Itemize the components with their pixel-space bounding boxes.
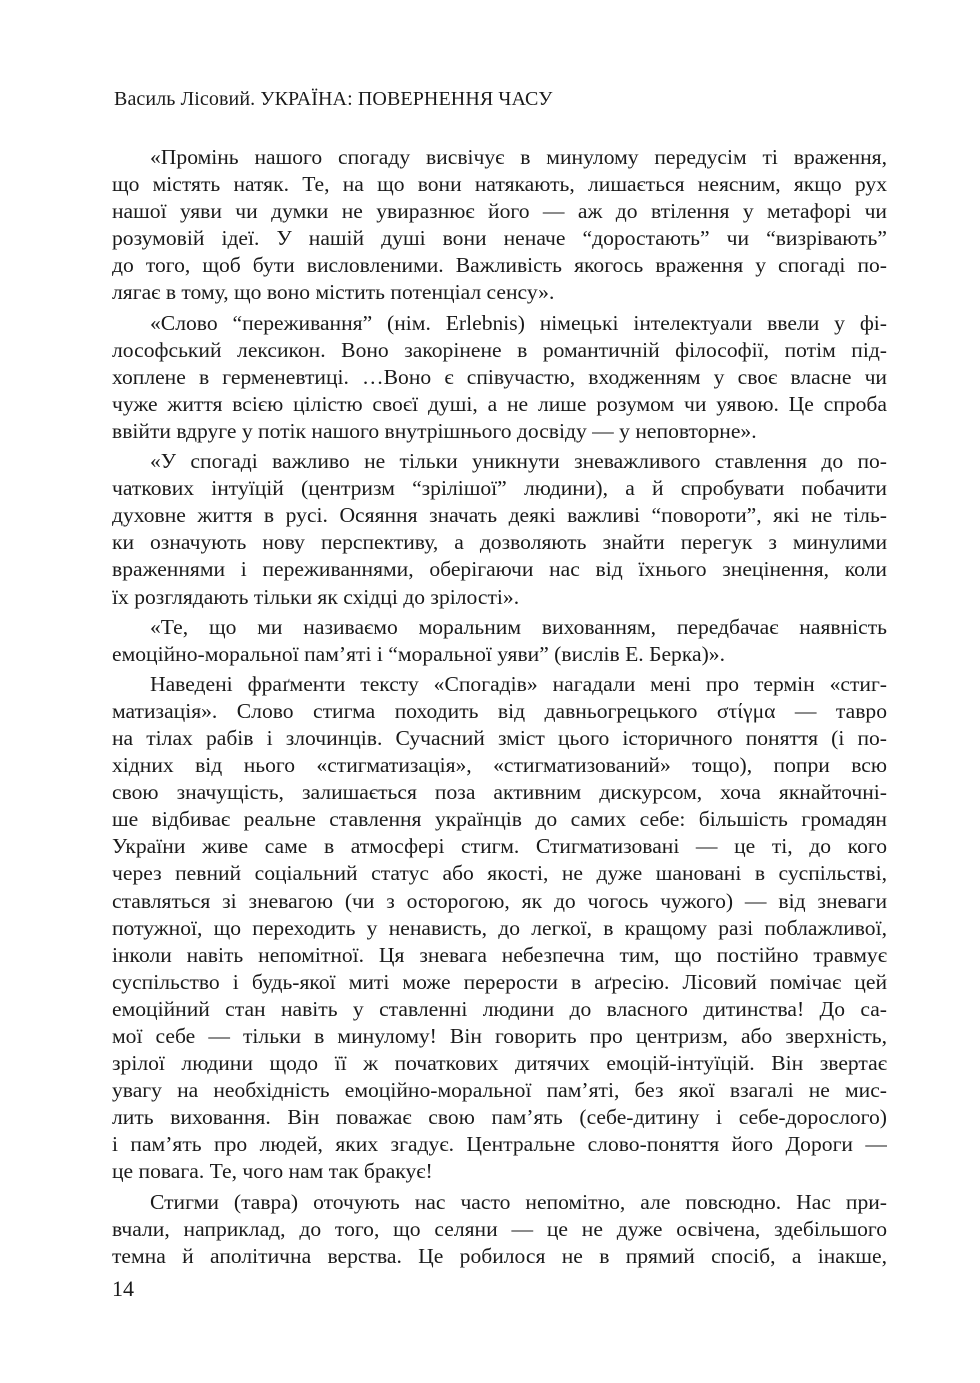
running-head: Василь Лісовий. УКРАЇНА: ПОВЕРНЕННЯ ЧАСУ <box>114 88 553 110</box>
text-line: і пам’ять про людей, яких згадує. Центральне слово-поняття його Дороги — <box>112 1132 887 1157</box>
text-line: через певний соціальний статус або якості, не дуже шановані в суспільстві, <box>112 861 887 886</box>
text-line: лягає в тому, що воно містить потенціал сенсу». <box>112 280 555 305</box>
text-line: свою значущість, залишається поза активним дискурсом, хоча якнайточні- <box>112 780 887 805</box>
text-line: «Те, що ми називаємо моральним вихованням, передбачає наявність <box>150 614 887 639</box>
text-line: вчали, наприклад, до того, що селяни — це не дуже освічена, здебільшого <box>112 1216 887 1241</box>
text-line: на тілах рабів і злочинців. Сучасний зміст цього історичного поняття (і по- <box>112 725 887 750</box>
text-line: чаткових інтуїцій (центризм “зрілішої” людини), а й спробувати побачити <box>112 476 887 501</box>
text-line: що містять натяк. Те, на що вони натякають, лишається неясним, якщо рух <box>112 172 887 197</box>
text-line: України живе саме в атмосфері стигм. Стигматизовані — це ті, до кого <box>112 834 887 859</box>
text-line: ки означують нову перспективу, а дозволяють знайти перегук з минулими <box>112 530 887 555</box>
text-line: матизація». Слово стигма походить від давньогрецького στίγμα — тавро <box>112 698 887 723</box>
text-line: мої себе — тільки в минулому! Він говорить про центризм, або зверхність, <box>112 1024 887 1048</box>
text-line: «У спогаді важливо не тільки уникнути зневажливого ставлення до по- <box>150 449 887 474</box>
text-line: чуже життя всією цілістю своєї душі, а не лише розумом чи уявою. Це спроба <box>112 391 887 416</box>
text-line: духовне життя в русі. Осяяння значать деякі важливі “повороти”, які не тіль- <box>112 503 887 528</box>
text-line: враженнями і переживаннями, оберігаючи нас від їхнього знецінення, коли <box>112 557 887 582</box>
text-line: «Слово “переживання” (нім. Erlebnis) німецькі інтелектуали ввели у фі- <box>150 310 887 335</box>
text-line: до того, щоб бути висловленими. Важливість якогось враження у спогаді по- <box>112 253 887 278</box>
text-line: потужної, що переходить у ненависть, до легкої, в кращому разі поблажливої, <box>112 915 887 940</box>
body-text <box>112 144 887 1270</box>
text-line: Стигми (тавра) оточують нас часто непомітно, але повсюдно. Нас при- <box>150 1189 887 1214</box>
text-line: темна й аполітична верства. Це робилося не в прямий спосіб, а інакше, <box>112 1243 887 1268</box>
text-line: ввійти вдруге у потік нашого внутрішнього досвіду — у неповторне». <box>112 418 757 443</box>
text-line: ставляться зі зневагою (чи з осторогою, як до чогось чужого) — від зневаги <box>112 888 887 913</box>
text-line: емоційно-моральної пам’яті і “моральної уяви” (вислів Е. Берка)». <box>112 641 725 666</box>
text-line: емоційний стан навіть у ставленні людини до власного дитинства! До са- <box>112 996 887 1021</box>
text-line: зрілої людини щодо її ж початкових дитячих емоцій-інтуїцій. Він звертає <box>112 1051 887 1076</box>
text-line: хоплене в герменевтиці. …Воно є співучастю, входженням у своє власне чи <box>112 364 887 389</box>
text-line: Наведені фраґменти тексту «Спогадів» нагадали мені про термін «стиг- <box>150 671 887 696</box>
text-line: розумовій ідеї. У нашій душі вони неначе “доростають” чи “визрівають” <box>112 226 887 251</box>
text-line: інколи навіть непомітної. Ця зневага небезпечна тим, що постійно травмує <box>112 942 887 967</box>
page-number: 14 <box>112 1276 134 1301</box>
text-line: це повага. Те, чого нам так бракує! <box>112 1159 433 1184</box>
text-line: суспільство і будь-якої миті може перерости в аґресію. Лісовий помічає цей <box>112 969 887 994</box>
text-line: увагу на необхідність емоційно-моральної пам’яті, без якої взагалі не мис- <box>112 1078 887 1103</box>
text-line: їх розглядають тільки як східці до зрілості». <box>112 584 520 609</box>
text-line: хідних від нього «стигматизація», «стигматизований» тощо), попри всю <box>112 753 887 778</box>
text-line: ше відбиває реальне ставлення українців до самих себе: більшість громадян <box>112 807 887 832</box>
text-line: «Промінь нашого спогаду висвічує в минулому передусім ті враження, <box>150 145 887 169</box>
text-line: нашої уяви чи думки не увиразнює його — аж до втілення у метафорі чи <box>112 199 887 224</box>
text-line: лить виховання. Він поважає свою пам’ять (себе-дитину і себе-дорослого) <box>112 1105 887 1130</box>
text-line: лософський лексикон. Воно закорінене в романтичній філософії, потім під- <box>112 337 887 362</box>
